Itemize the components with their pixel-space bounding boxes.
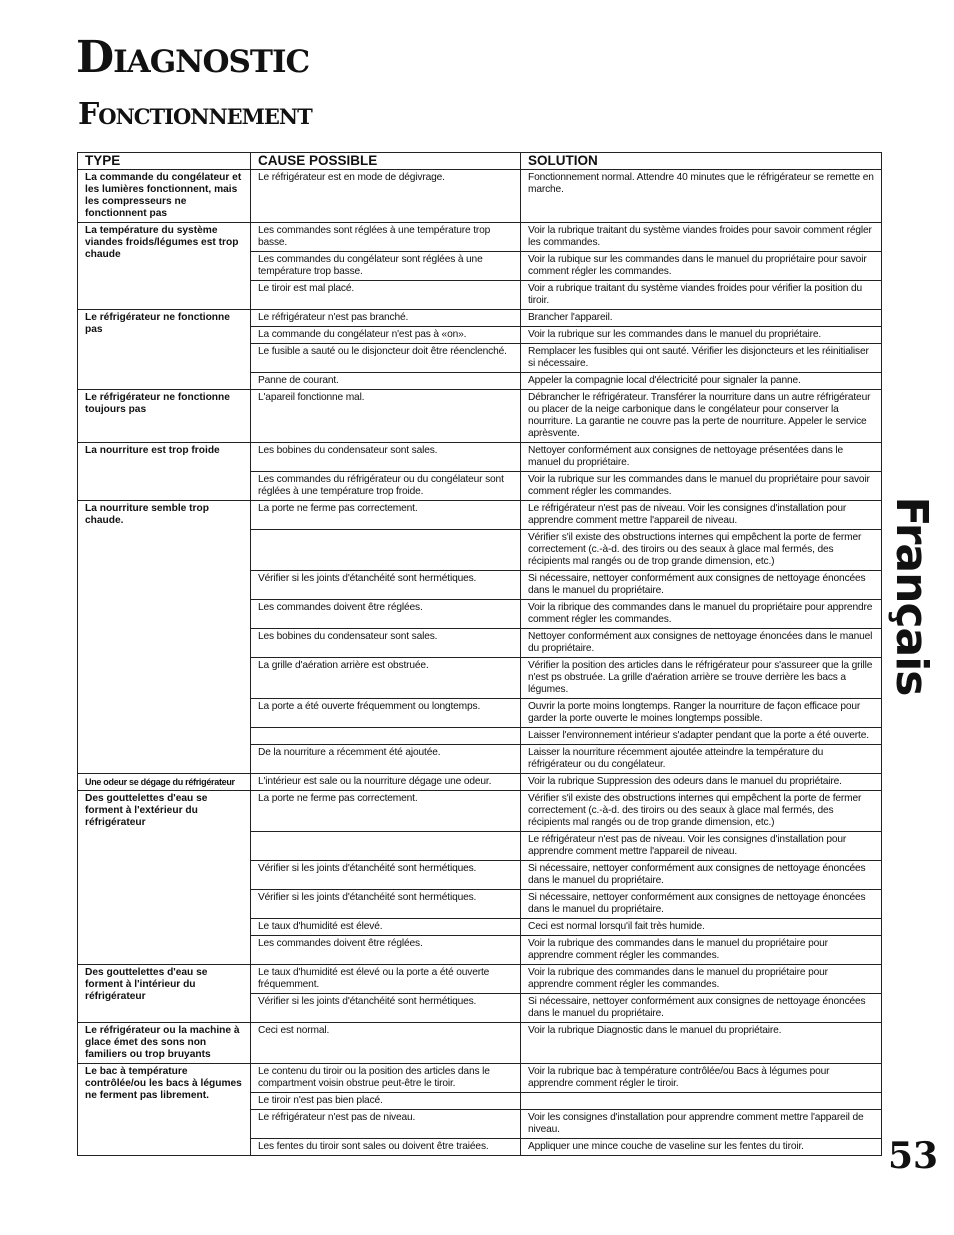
solution-cell: Le réfrigérateur n'est pas de niveau. Voir les consignes d'installation pour apprendre comment mettre l'appareil de niveau. bbox=[521, 501, 882, 530]
solution-cell: Laisser l'environnement intérieur s'adapter pendant que la porte a été ouverte. bbox=[521, 728, 882, 745]
solution-cell: Remplacer les fusibles qui ont sauté. Vérifier les disjoncteurs et les réinitialiser si nécessaire. bbox=[521, 344, 882, 373]
problem-type-cell: Le bac à température contrôlée/ou les bacs à légumes ne ferment pas librement. bbox=[78, 1064, 251, 1156]
problem-type-cell: Des gouttelettes d'eau se forment à l'extérieur du réfrigérateur bbox=[78, 791, 251, 965]
problem-type-cell: Des gouttelettes d'eau se forment à l'intérieur du réfrigérateur bbox=[78, 965, 251, 1023]
table-row bbox=[78, 170, 882, 223]
possible-cause-cell: L'apareil fonctionne mal. bbox=[251, 390, 521, 443]
possible-cause-cell: Le tiroir n'est pas bien placé. bbox=[251, 1093, 521, 1110]
solution-cell: Voir la rubique sur les commandes dans le manuel du propriétaire pour savoir comment régler les commandes. bbox=[521, 252, 882, 281]
possible-cause-cell bbox=[251, 530, 521, 571]
possible-cause-cell: Les commandes doivent être réglées. bbox=[251, 600, 521, 629]
solution-cell: Nettoyer conformément aux consignes de nettoyage énoncées dans le manuel du propriétaire. bbox=[521, 629, 882, 658]
possible-cause-cell bbox=[251, 832, 521, 861]
problem-type-cell: La température du système viandes froids/légumes est trop chaude bbox=[78, 223, 251, 310]
possible-cause-cell: Le réfrigérateur est en mode de dégivrage. bbox=[251, 170, 521, 223]
solution-cell: Voir la rubrique traitant du système viandes froides pour savoir comment régler les commandes. bbox=[521, 223, 882, 252]
solution-cell bbox=[521, 1093, 882, 1110]
solution-cell: Voir la rubrique des commandes dans le manuel du propriétaire pour apprendre comment régler les commandes. bbox=[521, 936, 882, 965]
solution-cell: Voir a rubrique traitant du système viandes froides pour vérifier la position du tiroir. bbox=[521, 281, 882, 310]
possible-cause-cell: Vérifier si les joints d'étanchéité sont hermétiques. bbox=[251, 890, 521, 919]
solution-cell: Voir la rubrique Suppression des odeurs dans le manuel du propriétaire. bbox=[521, 774, 882, 791]
solution-cell: Ouvrir la porte moins longtemps. Ranger la nourriture de façon efficace pour garder la porte ouverte le moines longtemps possible. bbox=[521, 699, 882, 728]
possible-cause-cell: Le contenu du tiroir ou la position des articles dans le compartment voisin obstrue peut-être le tiroir. bbox=[251, 1064, 521, 1093]
solution-cell: Voir la rubrique Diagnostic dans le manuel du propriétaire. bbox=[521, 1023, 882, 1064]
possible-cause-cell: L'intérieur est sale ou la nourriture dégage une odeur. bbox=[251, 774, 521, 791]
solution-cell: Si nécessaire, nettoyer conformément aux consignes de nettoyage énoncées dans le manuel du propriétaire. bbox=[521, 994, 882, 1023]
possible-cause-cell: Le réfrigérateur n'est pas branché. bbox=[251, 310, 521, 327]
problem-type-cell: Une odeur se dégage du réfrigérateur bbox=[78, 774, 251, 791]
solution-cell: Voir la rubrique bac à température contrôlée/ou Bacs à légumes pour apprendre comment régler le tiroir. bbox=[521, 1064, 882, 1093]
table-row bbox=[78, 1064, 882, 1093]
table-row bbox=[78, 1023, 882, 1064]
possible-cause-cell: La porte a été ouverte fréquemment ou longtemps. bbox=[251, 699, 521, 728]
possible-cause-cell: Panne de courant. bbox=[251, 373, 521, 390]
possible-cause-cell: Vérifier si les joints d'étanchéité sont hermétiques. bbox=[251, 571, 521, 600]
solution-cell: Voir la rubrique sur les commandes dans le manuel du propriétaire. bbox=[521, 327, 882, 344]
column-header-solution: SOLUTION bbox=[521, 153, 882, 170]
table-row bbox=[78, 501, 882, 530]
possible-cause-cell: Les commandes doivent être réglées. bbox=[251, 936, 521, 965]
possible-cause-cell: Le réfrigérateur n'est pas de niveau. bbox=[251, 1110, 521, 1139]
table-row bbox=[78, 791, 882, 832]
solution-cell: Si nécessaire, nettoyer conformément aux consignes de nettoyage énoncées dans le manuel du propriétaire. bbox=[521, 861, 882, 890]
table-row bbox=[78, 774, 882, 791]
section-subtitle: Fonctionnement bbox=[78, 97, 312, 132]
solution-cell: Brancher l'appareil. bbox=[521, 310, 882, 327]
page-title: Diagnostic bbox=[76, 32, 310, 83]
solution-cell: Voir les consignes d'installation pour apprendre comment mettre l'appareil de niveau. bbox=[521, 1110, 882, 1139]
possible-cause-cell: Les commandes du congélateur sont réglées à une température trop basse. bbox=[251, 252, 521, 281]
problem-type-cell: La nourriture semble trop chaude. bbox=[78, 501, 251, 774]
problem-type-cell: Le réfrigérateur ne fonctionne pas bbox=[78, 310, 251, 390]
possible-cause-cell: La commande du congélateur n'est pas à «on». bbox=[251, 327, 521, 344]
possible-cause-cell: De la nourriture a récemment été ajoutée. bbox=[251, 745, 521, 774]
solution-cell: Voir la rubrique sur les commandes dans le manuel du propriétaire pour savoir comment régler les commandes. bbox=[521, 472, 882, 501]
problem-type-cell: Le réfrigérateur ne fonctionne toujours pas bbox=[78, 390, 251, 443]
solution-cell: Laisser la nourriture récemment ajoutée atteindre la température du réfrigérateur ou du congélateur. bbox=[521, 745, 882, 774]
page-number: 53 bbox=[888, 1135, 939, 1177]
solution-cell: Voir la ribrique des commandes dans le manuel du propriétaire pour apprendre comment régler les commandes. bbox=[521, 600, 882, 629]
column-header-type: TYPE bbox=[78, 153, 251, 170]
solution-cell: Débrancher le réfrigérateur. Transférer la nourriture dans un autre réfrigérateur ou placer de la neige carbonique dans le congélateur pour conserver la nourriture. La garantie ne couvre pas la perte de nourriture. Appeler le service aprèsvente. bbox=[521, 390, 882, 443]
possible-cause-cell: Les bobines du condensateur sont sales. bbox=[251, 629, 521, 658]
solution-cell: Si nécessaire, nettoyer conformément aux consignes de nettoyage énoncées dans le manuel du propriétaire. bbox=[521, 890, 882, 919]
language-side-label bbox=[876, 496, 946, 696]
solution-cell: Appeler la compagnie local d'électricité pour signaler la panne. bbox=[521, 373, 882, 390]
problem-type-cell: Le réfrigérateur ou la machine à glace émet des sons non familiers ou trop bruyants bbox=[78, 1023, 251, 1064]
solution-cell: Vérifier s'il existe des obstructions internes qui empêchent la porte de fermer correctement (c.-à-d. des tiroirs ou des seaux à glace mal fermés, des récipients mal rangés ou de trop grande dimension, etc.) bbox=[521, 530, 882, 571]
possible-cause-cell bbox=[251, 728, 521, 745]
possible-cause-cell: Le taux d'humidité est élevé. bbox=[251, 919, 521, 936]
solution-cell: Fonctionnement normal. Attendre 40 minutes que le réfrigérateur se remette en marche. bbox=[521, 170, 882, 223]
solution-cell: Appliquer une mince couche de vaseline sur les fentes du tiroir. bbox=[521, 1139, 882, 1156]
possible-cause-cell: La grille d'aération arrière est obstruée. bbox=[251, 658, 521, 699]
possible-cause-cell: Vérifier si les joints d'étanchéité sont hermétiques. bbox=[251, 994, 521, 1023]
possible-cause-cell: Les bobines du condensateur sont sales. bbox=[251, 443, 521, 472]
problem-type-cell: La commande du congélateur et les lumières fonctionnent, mais les compresseurs ne fonctionnent pas bbox=[78, 170, 251, 223]
solution-cell: Vérifier s'il existe des obstructions internes qui empêchent la porte de fermer correctement (c.-à-d. des tiroirs ou des seaux à glace mal fermés, des récipients mal rangés ou de trop grande dimension, etc.) bbox=[521, 791, 882, 832]
possible-cause-cell: La porte ne ferme pas correctement. bbox=[251, 791, 521, 832]
possible-cause-cell: Les commandes sont réglées à une température trop basse. bbox=[251, 223, 521, 252]
possible-cause-cell: Vérifier si les joints d'étanchéité sont hermétiques. bbox=[251, 861, 521, 890]
solution-cell: Ceci est normal lorsqu'il fait très humide. bbox=[521, 919, 882, 936]
table-body bbox=[78, 170, 882, 1156]
solution-cell: Voir la rubrique des commandes dans le manuel du propriétaire pour apprendre comment régler les commandes. bbox=[521, 965, 882, 994]
table-row bbox=[78, 310, 882, 327]
troubleshooting-table bbox=[77, 152, 882, 1156]
possible-cause-cell: Ceci est normal. bbox=[251, 1023, 521, 1064]
possible-cause-cell: Le tiroir est mal placé. bbox=[251, 281, 521, 310]
table-row bbox=[78, 443, 882, 472]
table-row bbox=[78, 390, 882, 443]
table-header bbox=[78, 153, 882, 170]
solution-cell: Le réfrigérateur n'est pas de niveau. Voir les consignes d'installation pour apprendre comment mettre l'appareil de niveau. bbox=[521, 832, 882, 861]
language-label-text: Français bbox=[886, 496, 937, 696]
solution-cell: Nettoyer conformément aux consignes de nettoyage présentées dans le manuel du propriétaire. bbox=[521, 443, 882, 472]
possible-cause-cell: La porte ne ferme pas correctement. bbox=[251, 501, 521, 530]
possible-cause-cell: Le fusible a sauté ou le disjoncteur doit être réenclenché. bbox=[251, 344, 521, 373]
solution-cell: Vérifier la position des articles dans le réfrigérateur pour s'assureer que la grille n'est ps obstruée. La grille d'aération arrière se trouve derrière les bacs a légumes. bbox=[521, 658, 882, 699]
problem-type-cell: La nourriture est trop froide bbox=[78, 443, 251, 501]
possible-cause-cell: Les commandes du réfrigérateur ou du congélateur sont réglées à une température trop froide. bbox=[251, 472, 521, 501]
table-row bbox=[78, 965, 882, 994]
possible-cause-cell: Les fentes du tiroir sont sales ou doivent être traiées. bbox=[251, 1139, 521, 1156]
table-row bbox=[78, 223, 882, 252]
column-header-cause: CAUSE POSSIBLE bbox=[251, 153, 521, 170]
possible-cause-cell: Le taux d'humidité est élevé ou la porte a été ouverte fréquemment. bbox=[251, 965, 521, 994]
solution-cell: Si nécessaire, nettoyer conformément aux consignes de nettoyage énoncées dans le manuel du propriétaire. bbox=[521, 571, 882, 600]
